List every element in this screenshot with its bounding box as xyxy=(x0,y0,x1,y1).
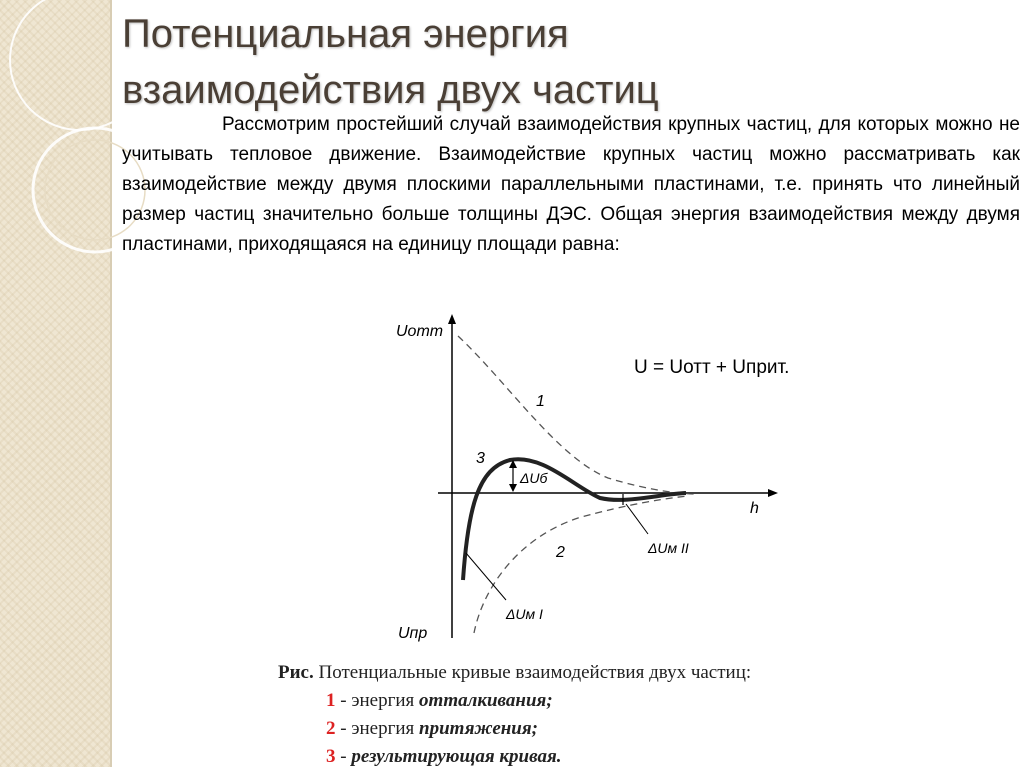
label-delta-um2: ΔUм II xyxy=(648,540,689,556)
leader-line-dum2 xyxy=(626,504,648,534)
title-line-1: Потенциальная энергия xyxy=(122,12,569,56)
label-delta-um1: ΔUм I xyxy=(506,606,543,622)
curve-2-label: 2 xyxy=(556,544,565,561)
caption-item xyxy=(278,687,978,715)
caption-item xyxy=(278,715,978,743)
caption-item-text: - энергия xyxy=(335,690,420,711)
caption-item-emphasis: результирующая кривая. xyxy=(351,746,562,767)
caption-item-emphasis: отталкивания; xyxy=(419,690,553,711)
slide-title xyxy=(122,6,659,118)
caption-item-text: - xyxy=(335,746,352,767)
caption-item-number: 2 xyxy=(326,718,336,739)
caption-fig-title: Потенциальные кривые взаимодействия двух частиц: xyxy=(313,662,752,683)
curve-1-label: 1 xyxy=(536,393,545,410)
label-upr: Uпр xyxy=(398,625,428,642)
body-paragraph: Рассмотрим простейший случай взаимодействия крупных частиц, для которых можно не учитывать тепловое движение. Взаимодействие крупных частиц можно рассматривать как взаимодействие между двумя плоскими параллельными пластинами, т.е. принять что линейный размер частиц значительно больше толщины ДЭС. Общая энергия взаимодействия между двумя пластинами, приходящаяся на единицу площади равна: xyxy=(122,114,1020,255)
figure-caption xyxy=(278,659,978,771)
x-axis-arrow xyxy=(768,489,778,497)
caption-item-emphasis: притяжения; xyxy=(419,718,538,739)
curve-3-label: 3 xyxy=(476,450,485,467)
barrier-arrow-down xyxy=(509,484,517,492)
caption-head xyxy=(278,659,978,687)
title-line-2: взаимодействия двух частиц xyxy=(122,68,659,112)
caption-item-number: 3 xyxy=(326,746,336,767)
label-h: h xyxy=(750,500,759,517)
leader-line-dum1 xyxy=(466,553,506,600)
y-axis-arrow xyxy=(448,314,456,324)
caption-fig-label: Рис. xyxy=(278,662,314,683)
label-uott: Uотт xyxy=(396,323,444,340)
energy-formula: U = Uотт + Uприт. xyxy=(634,357,790,378)
caption-item-number: 1 xyxy=(326,690,336,711)
caption-item-text: - энергия xyxy=(335,718,420,739)
label-delta-ub: ΔUб xyxy=(520,470,548,486)
